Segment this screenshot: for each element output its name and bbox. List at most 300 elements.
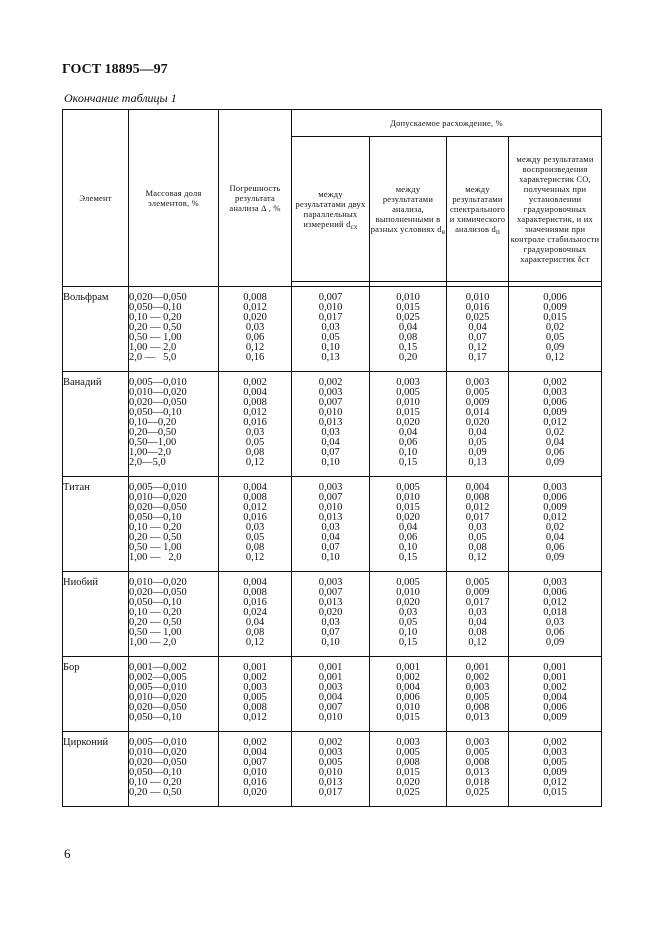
cell-value: 0,010 [318, 767, 343, 778]
cell-value: 0,007 [243, 757, 267, 768]
dst-cell [509, 372, 602, 477]
cell-value: 0,03 [321, 322, 340, 333]
cell-value: 0,020 [396, 417, 420, 428]
cell-value: 0,010 [396, 292, 420, 303]
cell-value: 0,004 [465, 482, 490, 493]
cell-value: 0,010 [318, 502, 343, 513]
cell-value: 0,020 [243, 787, 267, 798]
cell-value: 0,009 [543, 712, 567, 723]
dst-cell [509, 732, 602, 807]
mass-fraction-cell [129, 657, 219, 732]
cell-value: 0,002 [543, 737, 567, 748]
cell-value: 0,005—0,010 [129, 682, 187, 693]
dcx-cell [292, 477, 370, 572]
cell-value: 0,12 [245, 342, 265, 353]
dn-cell [447, 477, 509, 572]
cell-value: 0,015 [396, 712, 420, 723]
cell-value: 0,013 [465, 767, 490, 778]
cell-value: 0,012 [243, 502, 267, 513]
table-caption: Окончание таблицы 1 [64, 91, 177, 105]
cell-value: 0,07 [468, 332, 487, 343]
cell-value: 0,016 [243, 597, 267, 608]
cell-value: 0,010 [318, 407, 343, 418]
cell-value: 0,017 [465, 512, 490, 523]
cell-value: 0,12 [545, 352, 565, 363]
cell-value: 0,10 — 0,20 [129, 522, 182, 533]
cell-value: 0,007 [318, 292, 343, 303]
cell-value: 0,10 — 0,20 [129, 777, 182, 788]
cell-value: 0,06 [545, 447, 565, 458]
cell-value: 0,08 [245, 447, 265, 458]
cell-value: 0,02 [545, 427, 565, 438]
cell-value: 0,003 [543, 747, 567, 758]
cell-value: 0,020—0,050 [129, 292, 187, 303]
cell-value: 0,018 [543, 607, 567, 618]
cell-value: 0,018 [465, 777, 490, 788]
dn-cell [447, 287, 509, 372]
cell-value: 0,016 [243, 512, 267, 523]
cell-value: 0,20 [398, 352, 418, 363]
cell-value: 0,03 [545, 617, 565, 628]
cell-value: 0,008 [243, 702, 267, 713]
cell-value: 0,002 [318, 737, 343, 748]
cell-value: 0,001 [318, 672, 343, 683]
cell-value: 0,014 [465, 407, 490, 418]
cell-value: 0,017 [465, 597, 490, 608]
cell-value: 0,020 [396, 777, 420, 788]
cell-value: 0,002 [396, 672, 420, 683]
dn-cell [447, 372, 509, 477]
cell-value: 0,004 [396, 682, 420, 693]
cell-value: 0,20—0,50 [129, 427, 177, 438]
table-row [63, 572, 602, 657]
table-row [63, 732, 602, 807]
cell-value: 0,005 [396, 387, 420, 398]
header-element: Элемент [63, 110, 129, 287]
cell-value: 0,50 — 1,00 [129, 332, 182, 343]
cell-value: 0,50 — 1,00 [129, 627, 182, 638]
cell-value: 0,012 [543, 597, 567, 608]
cell-value: 0,04 [545, 437, 565, 448]
cell-value: 0,10 — 0,20 [129, 312, 182, 323]
document-title: ГОСТ 18895—97 [62, 62, 168, 77]
delta-cell [219, 572, 292, 657]
cell-value: 0,015 [396, 502, 420, 513]
cell-value: 0,005 [396, 747, 420, 758]
header-allowed-discrepancy: Допускаемое расхождение, % [292, 110, 602, 137]
cell-value: 0,06 [398, 532, 418, 543]
cell-value: 0,010—0,020 [129, 387, 187, 398]
cell-value: 0,005—0,010 [129, 482, 187, 493]
cell-value: 0,003 [543, 482, 567, 493]
cell-value: 0,002 [543, 682, 567, 693]
cell-value: 0,03 [468, 522, 487, 533]
cell-value: 0,020—0,050 [129, 757, 187, 768]
cell-value: 0,009 [543, 767, 567, 778]
dv-cell [370, 287, 447, 372]
cell-value: 0,001 [543, 672, 567, 683]
cell-value: 0,005 [396, 482, 420, 493]
cell-value: 0,04 [398, 427, 418, 438]
cell-value: 0,05 [321, 332, 340, 343]
dn-cell [447, 572, 509, 657]
cell-value: 0,008 [243, 292, 267, 303]
cell-value: 0,04 [321, 532, 340, 543]
cell-value: 0,06 [545, 542, 565, 553]
cell-value: 0,15 [398, 342, 418, 353]
cell-value: 0,08 [245, 542, 265, 553]
cell-value: 0,010 [318, 302, 343, 313]
cell-value: 0,024 [243, 607, 267, 618]
delta-cell [219, 477, 292, 572]
cell-value: 0,15 [398, 552, 418, 563]
cell-value: 0,005 [243, 692, 267, 703]
dst-cell [509, 287, 602, 372]
cell-value: 0,010 [465, 292, 490, 303]
cell-value: 0,06 [398, 437, 418, 448]
cell-value: 0,010 [396, 702, 420, 713]
cell-value: 0,004 [318, 692, 343, 703]
cell-value: 0,003 [318, 747, 343, 758]
cell-value: 0,010—0,020 [129, 492, 187, 503]
cell-value: 0,04 [468, 617, 487, 628]
cell-value: 0,10 [321, 637, 340, 648]
cell-value: 0,02 [545, 522, 565, 533]
cell-value: 0,02 [545, 322, 565, 333]
cell-value: 0,013 [318, 417, 343, 428]
cell-value: 0,010 [396, 492, 420, 503]
cell-value: 0,001—0,002 [129, 662, 187, 673]
mass-fraction-cell [129, 732, 219, 807]
cell-value: 0,020 [243, 312, 267, 323]
cell-value: 0,06 [245, 332, 265, 343]
cell-value: 0,004 [243, 387, 267, 398]
cell-value: 0,10 [321, 342, 340, 353]
table-row [63, 477, 602, 572]
cell-value: 0,003 [318, 682, 343, 693]
cell-value: 0,020 [465, 417, 490, 428]
cell-value: 0,012 [543, 417, 567, 428]
cell-value: 0,20 — 0,50 [129, 322, 182, 333]
cell-value: 0,04 [245, 617, 265, 628]
cell-value: 0,03 [468, 607, 487, 618]
cell-value: 1,00 — 2,0 [129, 552, 182, 563]
table-row [63, 372, 602, 477]
cell-value: 0,007 [318, 397, 343, 408]
cell-value: 0,03 [321, 522, 340, 533]
dv-cell [370, 572, 447, 657]
cell-value: 0,10 [321, 552, 340, 563]
cell-value: 0,09 [545, 552, 565, 563]
cell-value: 0,025 [465, 312, 490, 323]
cell-value: 0,016 [465, 302, 490, 313]
dcx-cell [292, 572, 370, 657]
cell-value: 0,12 [245, 552, 265, 563]
cell-value: 0,008 [243, 397, 267, 408]
cell-value: 0,10 [321, 457, 340, 468]
cell-value: 0,008 [465, 702, 490, 713]
element-name-cell: Ванадий [63, 372, 129, 477]
element-name-cell: Ниобий [63, 572, 129, 657]
cell-value: 0,001 [243, 662, 267, 673]
cell-value: 0,07 [321, 542, 340, 553]
cell-value: 0,005 [465, 747, 490, 758]
dcx-cell [292, 732, 370, 807]
cell-value: 0,004 [243, 747, 267, 758]
cell-value: 0,08 [398, 332, 418, 343]
cell-value: 0,005 [465, 577, 490, 588]
cell-value: 0,05 [245, 532, 265, 543]
cell-value: 0,008 [465, 757, 490, 768]
cell-value: 1,00—2,0 [129, 447, 171, 458]
cell-value: 0,06 [545, 627, 565, 638]
cell-value: 0,12 [468, 342, 487, 353]
cell-value: 0,13 [468, 457, 487, 468]
cell-value: 0,013 [318, 777, 343, 788]
cell-value: 0,008 [243, 587, 267, 598]
cell-value: 0,002 [243, 377, 267, 388]
table-row [63, 287, 602, 372]
cell-value: 0,005—0,010 [129, 377, 187, 388]
cell-value: 0,005 [318, 757, 343, 768]
cell-value: 0,012 [243, 302, 267, 313]
cell-value: 0,016 [243, 777, 267, 788]
cell-value: 0,05 [398, 617, 418, 628]
cell-value: 0,13 [321, 352, 340, 363]
cell-value: 0,025 [396, 312, 420, 323]
cell-value: 0,12 [468, 552, 487, 563]
cell-value: 0,03 [245, 522, 265, 533]
cell-value: 0,001 [396, 662, 420, 673]
cell-value: 0,50 — 1,00 [129, 542, 182, 553]
cell-value: 0,025 [396, 787, 420, 798]
cell-value: 0,015 [543, 312, 567, 323]
cell-value: 0,09 [545, 457, 565, 468]
cell-value: 0,050—0,10 [129, 512, 182, 523]
cell-value: 0,020 [396, 597, 420, 608]
cell-value: 0,03 [321, 617, 340, 628]
cell-value: 0,017 [318, 787, 343, 798]
cell-value: 0,003 [543, 387, 567, 398]
cell-value: 0,05 [245, 437, 265, 448]
cell-value: 0,002 [243, 737, 267, 748]
cell-value: 0,004 [543, 692, 567, 703]
dn-cell [447, 732, 509, 807]
cell-value: 0,001 [465, 662, 490, 673]
cell-value: 0,12 [245, 637, 265, 648]
header-mass-fraction: Массовая доля элементов, % [129, 110, 219, 287]
header-dst: между результатами воспроизведения характеристик СО, полученных при установлении градуировочных характеристик, и их значениями при контроле стабильности градуировочных характеристик δст [509, 137, 602, 282]
cell-value: 0,020—0,050 [129, 702, 187, 713]
cell-value: 0,002—0,005 [129, 672, 187, 683]
table-body [63, 287, 602, 807]
cell-value: 0,015 [396, 407, 420, 418]
cell-value: 0,001 [318, 662, 343, 673]
element-name-cell: Вольфрам [63, 287, 129, 372]
cell-value: 0,012 [243, 407, 267, 418]
cell-value: 0,07 [321, 627, 340, 638]
cell-value: 0,04 [398, 322, 418, 333]
cell-value: 0,008 [465, 492, 490, 503]
cell-value: 0,010 [396, 397, 420, 408]
cell-value: 0,005 [396, 577, 420, 588]
cell-value: 0,012 [543, 777, 567, 788]
header-error: Погрешность результата анализа Δ , % [219, 110, 292, 287]
cell-value: 0,10 [398, 447, 418, 458]
cell-value: 0,009 [465, 587, 490, 598]
cell-value: 0,050—0,10 [129, 302, 182, 313]
dcx-cell [292, 372, 370, 477]
cell-value: 0,010 [243, 767, 267, 778]
cell-value: 0,006 [543, 397, 567, 408]
cell-value: 0,050—0,10 [129, 597, 182, 608]
cell-value: 2,0—5,0 [129, 457, 166, 468]
cell-value: 0,04 [468, 427, 487, 438]
cell-value: 0,002 [243, 672, 267, 683]
cell-value: 0,20 — 0,50 [129, 787, 182, 798]
cell-value: 0,05 [468, 532, 487, 543]
cell-value: 0,020—0,050 [129, 587, 187, 598]
dst-cell [509, 657, 602, 732]
cell-value: 0,12 [245, 457, 265, 468]
cell-value: 0,005—0,010 [129, 737, 187, 748]
cell-value: 0,005 [465, 692, 490, 703]
cell-value: 0,003 [318, 482, 343, 493]
dcx-cell [292, 287, 370, 372]
cell-value: 0,020—0,050 [129, 502, 187, 513]
cell-value: 0,09 [468, 447, 487, 458]
cell-value: 0,10 [398, 542, 418, 553]
cell-value: 0,010—0,020 [129, 747, 187, 758]
dv-cell [370, 732, 447, 807]
cell-value: 0,03 [245, 322, 265, 333]
cell-value: 0,020 [396, 512, 420, 523]
cell-value: 0,025 [465, 787, 490, 798]
mass-fraction-cell [129, 287, 219, 372]
cell-value: 0,003 [396, 737, 420, 748]
header-dn: между результатами спектрального и химического анализов $d_п$ [447, 137, 509, 282]
cell-value: 0,12 [468, 637, 487, 648]
dcx-cell [292, 657, 370, 732]
delta-cell [219, 287, 292, 372]
cell-value: 0,10—0,20 [129, 417, 177, 428]
cell-value: 0,007 [318, 702, 343, 713]
cell-value: 0,012 [465, 502, 490, 513]
cell-value: 0,015 [396, 767, 420, 778]
cell-value: 0,04 [545, 532, 565, 543]
mass-fraction-cell [129, 477, 219, 572]
cell-value: 0,010 [396, 587, 420, 598]
page-number: 6 [64, 846, 71, 861]
cell-value: 0,002 [465, 672, 490, 683]
cell-value: 0,050—0,10 [129, 767, 182, 778]
cell-value: 0,006 [543, 492, 567, 503]
cell-value: 0,08 [245, 627, 265, 638]
cell-value: 0,016 [243, 417, 267, 428]
dst-cell [509, 477, 602, 572]
cell-value: 0,003 [543, 577, 567, 588]
cell-value: 0,009 [543, 502, 567, 513]
cell-value: 0,20 — 0,50 [129, 617, 182, 628]
cell-value: 0,006 [543, 587, 567, 598]
cell-value: 0,017 [318, 312, 343, 323]
cell-value: 0,009 [543, 302, 567, 313]
cell-value: 0,08 [468, 627, 487, 638]
cell-value: 0,015 [396, 302, 420, 313]
cell-value: 0,16 [245, 352, 265, 363]
cell-value: 0,003 [318, 577, 343, 588]
cell-value: 1,00 — 2,0 [129, 637, 177, 648]
delta-cell [219, 657, 292, 732]
header-dcx: между результатами двух параллельных измерений $d_{cx}$ [292, 137, 370, 282]
cell-value: 0,006 [543, 292, 567, 303]
element-name-cell: Титан [63, 477, 129, 572]
cell-value: 0,05 [545, 332, 565, 343]
dv-cell [370, 477, 447, 572]
cell-value: 0,09 [545, 637, 565, 648]
cell-value: 0,005 [465, 387, 490, 398]
mass-fraction-cell [129, 372, 219, 477]
header-dv: между результатами анализа, выполненными в разных условиях $d_в$ [370, 137, 447, 282]
cell-value: 0,007 [318, 587, 343, 598]
tolerance-table [62, 109, 602, 807]
cell-value: 0,20 — 0,50 [129, 532, 182, 543]
cell-value: 0,05 [468, 437, 487, 448]
cell-value: 0,004 [243, 577, 267, 588]
cell-value: 0,002 [543, 377, 567, 388]
cell-value: 0,012 [543, 512, 567, 523]
cell-value: 0,003 [396, 377, 420, 388]
cell-value: 0,003 [465, 377, 490, 388]
cell-value: 0,09 [545, 342, 565, 353]
cell-value: 0,006 [543, 702, 567, 713]
cell-value: 0,007 [318, 492, 343, 503]
cell-value: 0,010—0,020 [129, 577, 187, 588]
table-row [63, 657, 602, 732]
cell-value: 0,15 [398, 637, 418, 648]
cell-value: 0,008 [396, 757, 420, 768]
cell-value: 0,003 [318, 387, 343, 398]
cell-value: 0,10 — 0,20 [129, 607, 182, 618]
cell-value: 0,001 [543, 662, 567, 673]
cell-value: 0,04 [468, 322, 487, 333]
cell-value: 0,04 [321, 437, 340, 448]
cell-value: 0,50—1,00 [129, 437, 177, 448]
mass-fraction-cell [129, 572, 219, 657]
dv-cell [370, 657, 447, 732]
cell-value: 0,03 [321, 427, 340, 438]
cell-value: 0,004 [243, 482, 267, 493]
cell-value: 0,006 [396, 692, 420, 703]
dv-cell [370, 372, 447, 477]
cell-value: 0,003 [465, 737, 490, 748]
delta-cell [219, 372, 292, 477]
cell-value: 0,03 [398, 607, 418, 618]
cell-value: 0,020—0,050 [129, 397, 187, 408]
dst-cell [509, 572, 602, 657]
cell-value: 0,009 [543, 407, 567, 418]
cell-value: 0,10 [398, 627, 418, 638]
cell-value: 0,005 [543, 757, 567, 768]
cell-value: 0,050—0,10 [129, 712, 182, 723]
cell-value: 0,012 [243, 712, 267, 723]
cell-value: 0,013 [318, 512, 343, 523]
cell-value: 0,010 [318, 712, 343, 723]
cell-value: 0,003 [465, 682, 490, 693]
cell-value: 0,050—0,10 [129, 407, 182, 418]
dn-cell [447, 657, 509, 732]
cell-value: 0,003 [243, 682, 267, 693]
